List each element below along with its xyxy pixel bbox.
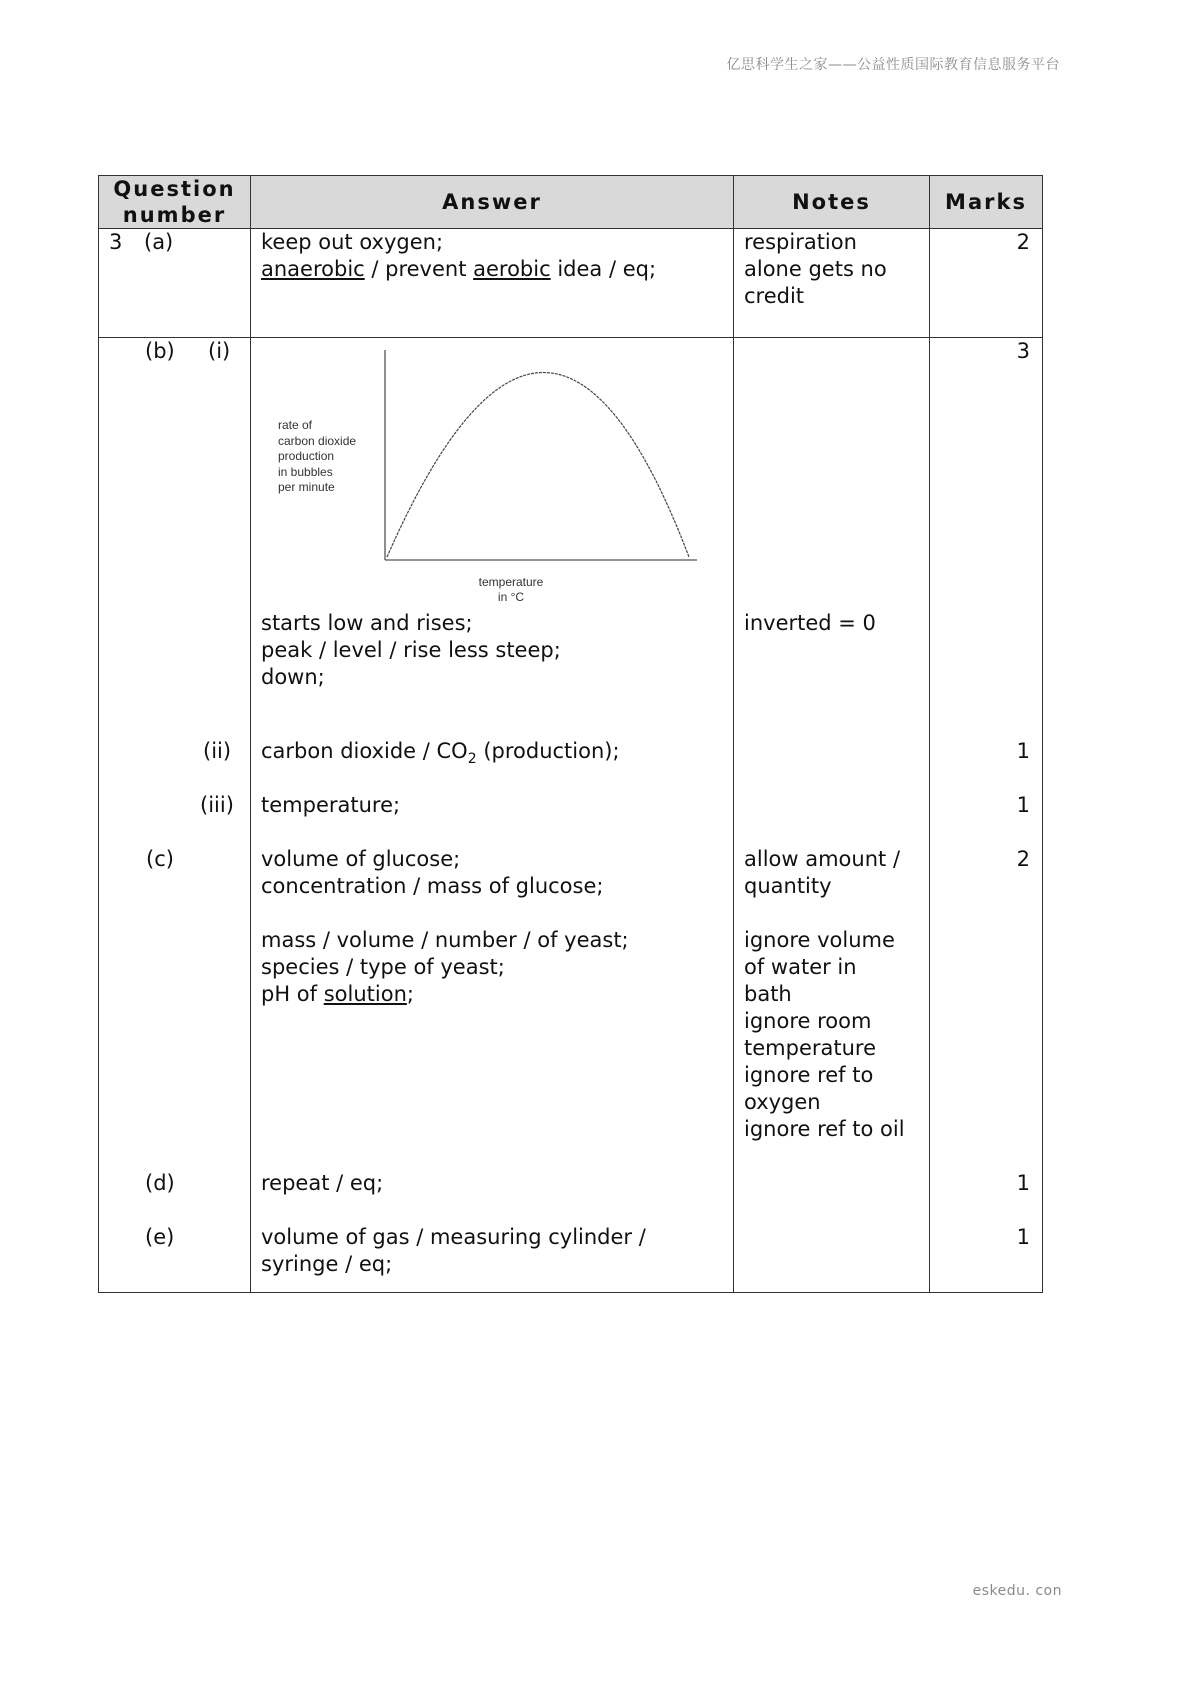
marks-cell-3e: 1	[930, 1224, 1043, 1293]
marks-cell-3c: 2	[930, 846, 1043, 1170]
y-axis-label-line: per minute	[278, 480, 335, 494]
y-axis-label-line: rate of	[278, 418, 313, 432]
notes-line: oxygen	[744, 1090, 821, 1114]
header-watermark: 亿思科学生之家——公益性质国际教育信息服务平台	[726, 57, 1060, 73]
answer-line: mass / volume / number / of yeast;	[261, 928, 629, 952]
answer-text: / prevent	[364, 257, 474, 281]
table-header-row	[99, 176, 1043, 229]
sketch-graph	[261, 338, 731, 610]
question-number: 3	[109, 230, 123, 254]
subscript: 2	[467, 751, 477, 768]
answer-line: repeat / eq;	[261, 1171, 384, 1195]
question-subpart: (iii)	[200, 793, 234, 817]
answer-cell-3biii	[251, 792, 734, 846]
y-axis-label-line: production	[278, 449, 335, 463]
mark-scheme-table	[98, 175, 1043, 1293]
answer-line: starts low and rises;	[261, 611, 473, 635]
notes-cell-3bii	[734, 738, 930, 792]
answer-line: temperature;	[261, 793, 401, 817]
question-cell-3biii	[99, 792, 251, 846]
answer-line: volume of gas / measuring cylinder /	[261, 1225, 646, 1249]
notes-line: ignore ref to oil	[744, 1117, 905, 1141]
question-cell-3a	[99, 229, 251, 338]
answer-cell-3e	[251, 1224, 734, 1293]
answer-line: species / type of yeast;	[261, 955, 505, 979]
question-subpart: (i)	[208, 339, 231, 363]
answer-line: peak / level / rise less steep;	[261, 638, 561, 662]
notes-line: of water in	[744, 955, 857, 979]
answer-cell-3bii	[251, 738, 734, 792]
x-axis-label-line: temperature	[478, 575, 544, 589]
answer-line: syringe / eq;	[261, 1252, 393, 1276]
marks-cell-3a: 2	[930, 229, 1043, 338]
question-cell-3e	[99, 1224, 251, 1293]
notes-cell-3c	[734, 846, 930, 1170]
answer-text: pH of	[261, 982, 324, 1006]
header-answer: Answer	[251, 176, 734, 229]
rate-temperature-graph	[261, 338, 731, 610]
notes-line: ignore ref to	[744, 1063, 874, 1087]
notes-line: ignore room	[744, 1009, 872, 1033]
question-part: (b)	[145, 339, 175, 363]
answer-cell-3d	[251, 1170, 734, 1224]
notes-cell-3a	[734, 229, 930, 338]
question-part: (c)	[146, 847, 174, 871]
answer-text: ;	[406, 982, 414, 1006]
header-notes: Notes	[734, 176, 930, 229]
header-marks: Marks	[930, 176, 1043, 229]
notes-line: ignore volume	[744, 928, 895, 952]
footer-watermark: eskedu. con	[972, 1583, 1062, 1599]
marks-cell-3biii: 1	[930, 792, 1043, 846]
notes-line: alone gets no	[744, 257, 887, 281]
y-axis-label-line: carbon dioxide	[278, 434, 357, 448]
marks-cell-3bii: 1	[930, 738, 1043, 792]
answer-text: idea / eq;	[550, 257, 657, 281]
notes-line: inverted = 0	[744, 611, 876, 635]
answer-cell-3c	[251, 846, 734, 1170]
answer-text: (production);	[476, 739, 620, 763]
notes-cell-3biii	[734, 792, 930, 846]
question-part: (d)	[145, 1171, 175, 1195]
question-cell-3bi	[99, 338, 251, 739]
header-question-number: Question number	[99, 176, 251, 229]
underlined-term: solution	[323, 982, 407, 1006]
notes-line: temperature	[744, 1036, 876, 1060]
marks-cell-3bi: 3	[930, 338, 1043, 739]
notes-cell-3bi	[734, 338, 930, 739]
table-row-3c	[99, 846, 1043, 1170]
answer-line	[261, 256, 733, 283]
notes-line: respiration	[744, 230, 857, 254]
question-cell-3bii	[99, 738, 251, 792]
answer-line: volume of glucose;	[261, 847, 461, 871]
underlined-term: anaerobic	[261, 257, 365, 281]
underlined-term: aerobic	[473, 257, 551, 281]
rate-curve	[387, 373, 689, 558]
notes-cell-3e	[734, 1224, 930, 1293]
y-axis-label-line: in bubbles	[278, 465, 333, 479]
notes-line: allow amount /	[744, 847, 901, 871]
answer-line: concentration / mass of glucose;	[261, 874, 604, 898]
x-axis-label-line: in °C	[497, 590, 525, 604]
table-row-3bi	[99, 338, 1043, 739]
notes-line: quantity	[744, 874, 832, 898]
notes-cell-3d	[734, 1170, 930, 1224]
table-row-3d	[99, 1170, 1043, 1224]
answer-text: carbon dioxide / CO	[261, 739, 468, 763]
question-cell-3d	[99, 1170, 251, 1224]
answer-line	[261, 738, 733, 773]
question-part: (a)	[144, 230, 174, 254]
table-row-3biii	[99, 792, 1043, 846]
question-cell-3c	[99, 846, 251, 1170]
notes-line: bath	[744, 982, 792, 1006]
question-part: (e)	[145, 1225, 175, 1249]
answer-cell-3bi	[251, 338, 734, 739]
answer-line: keep out oxygen;	[261, 230, 444, 254]
table-row-3e	[99, 1224, 1043, 1293]
answer-line: down;	[261, 665, 325, 689]
marks-cell-3d: 1	[930, 1170, 1043, 1224]
table-row-3bii	[99, 738, 1043, 792]
table-row-3a	[99, 229, 1043, 338]
question-subpart: (ii)	[203, 739, 232, 763]
answer-line	[261, 981, 733, 1008]
answer-cell-3a	[251, 229, 734, 338]
notes-line: credit	[744, 284, 805, 308]
